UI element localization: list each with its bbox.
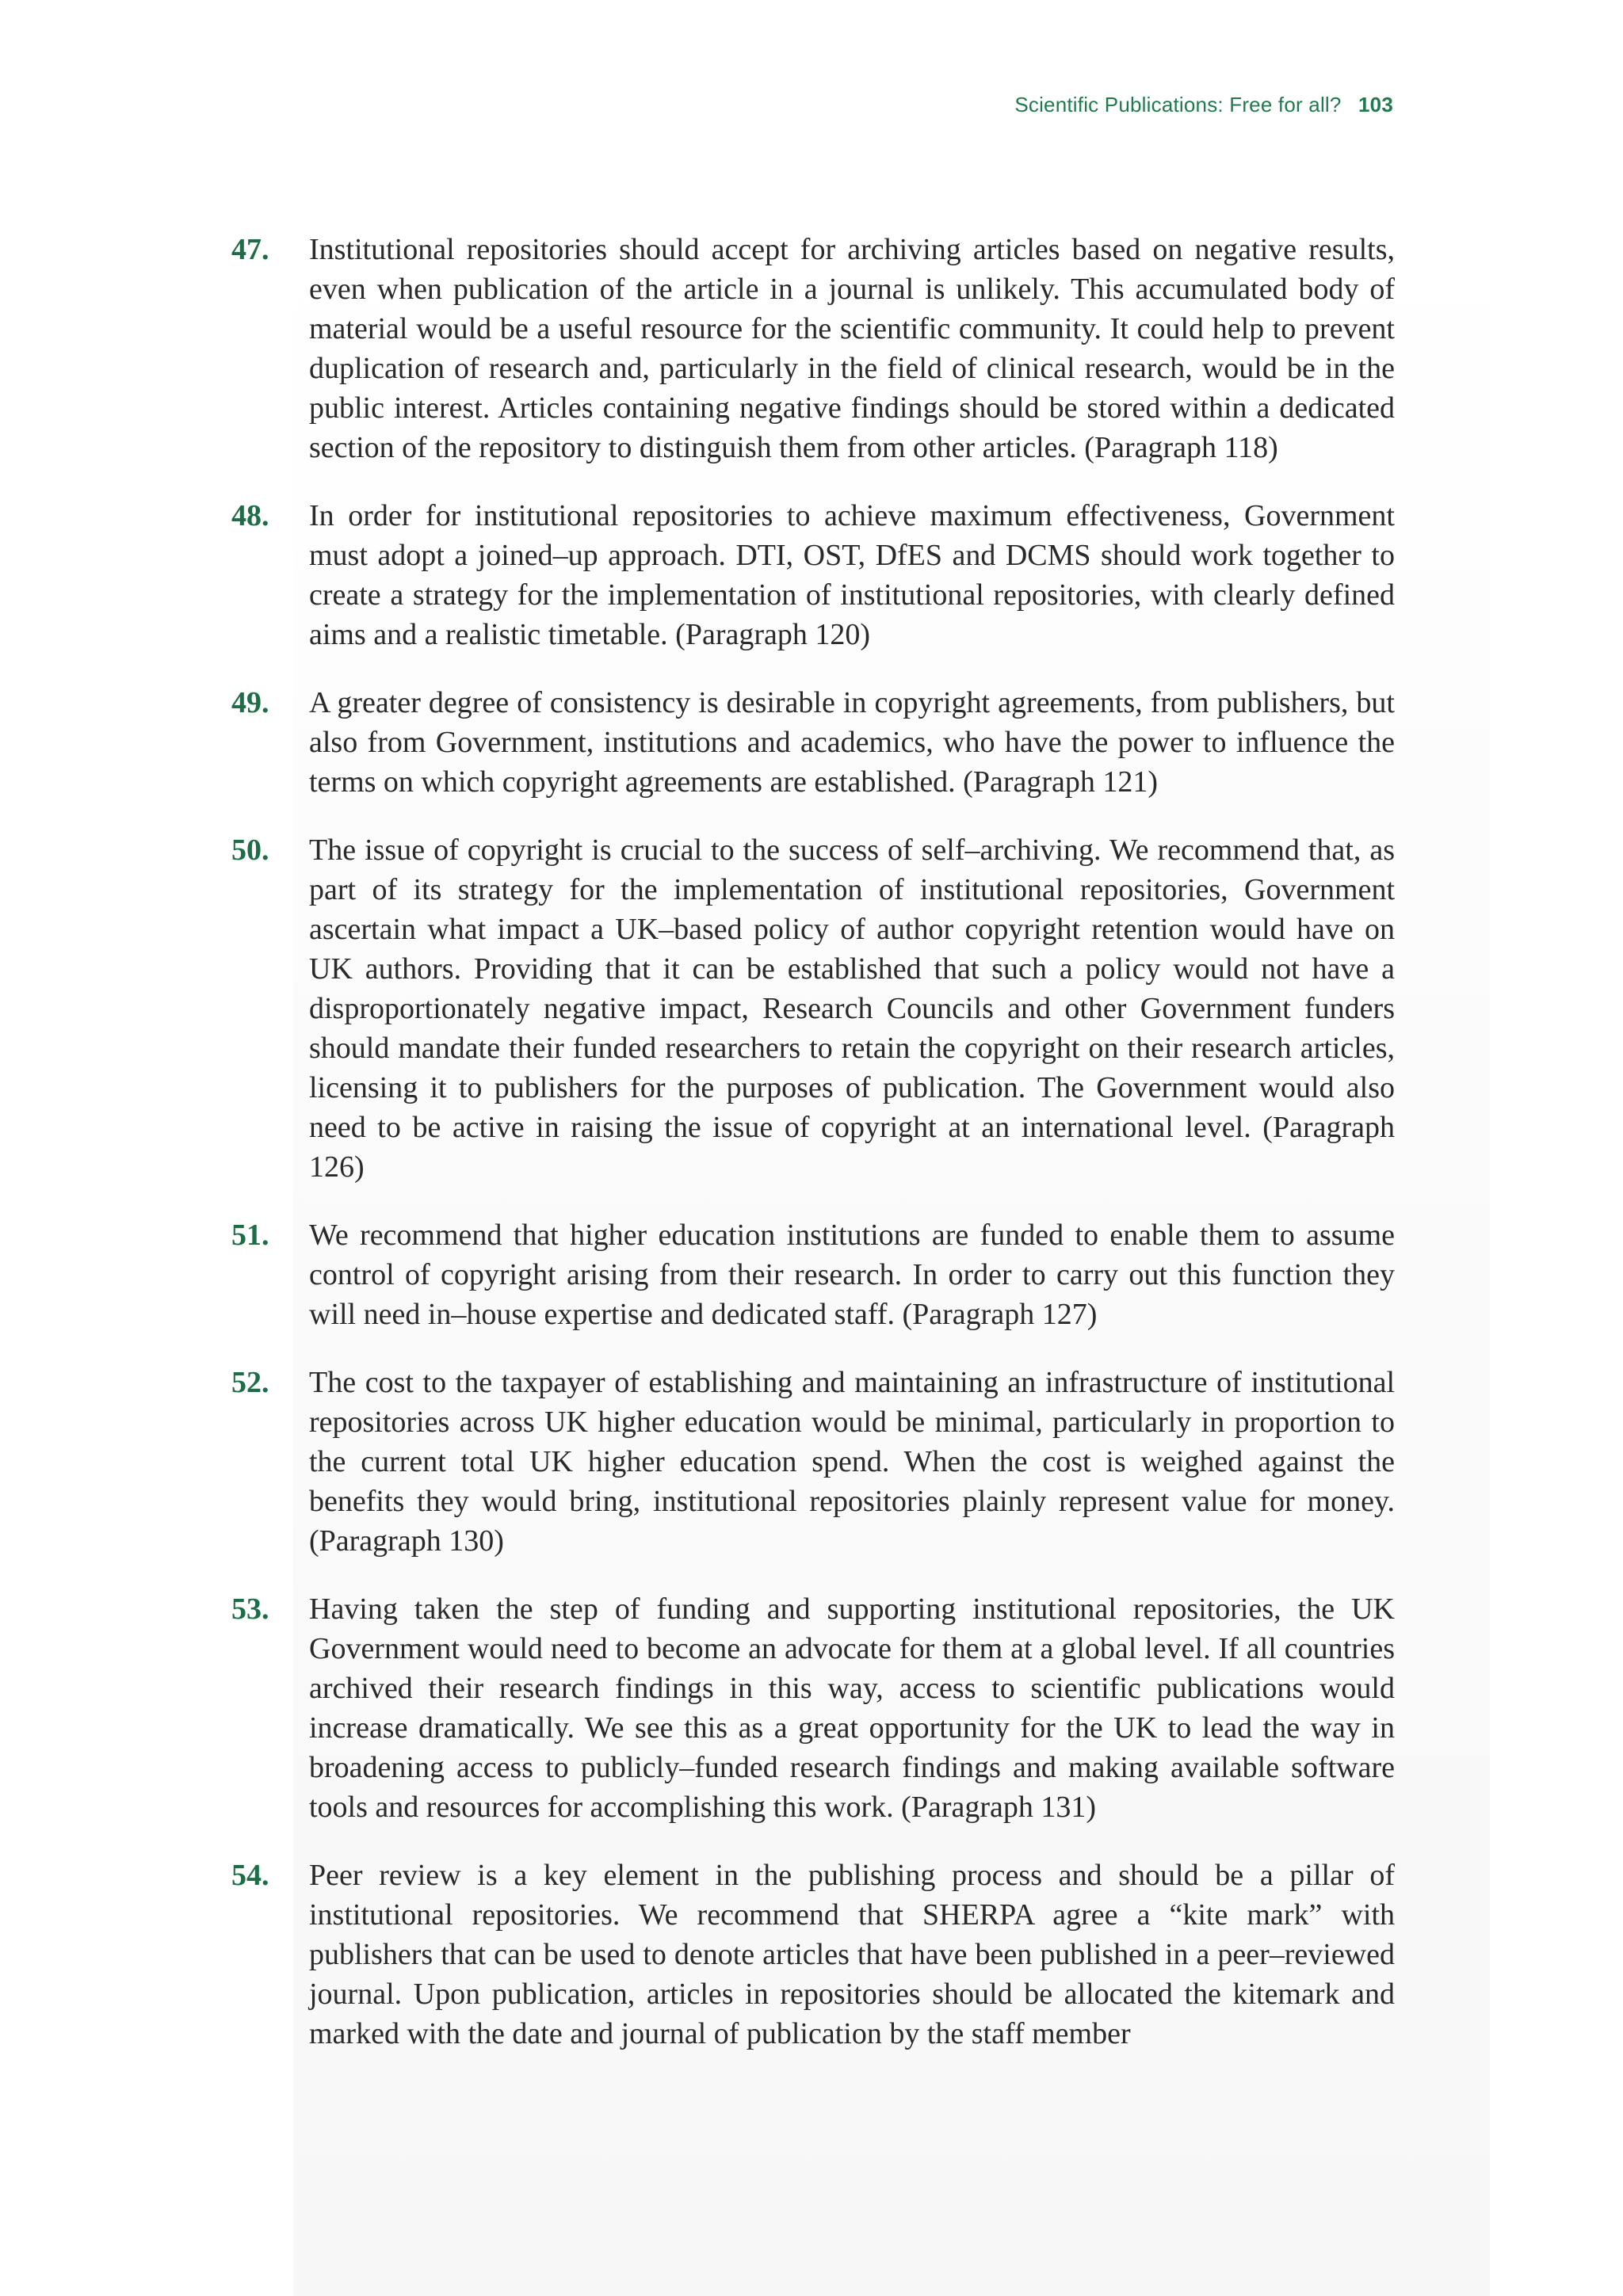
recommendation-number: 47. [231, 233, 269, 266]
running-header-title: Scientific Publications: Free for all? [1014, 93, 1342, 116]
recommendation-54 [231, 1855, 1395, 2054]
recommendations-list [231, 230, 1395, 2082]
recommendation-52 [231, 1363, 1395, 1561]
recommendation-47 [231, 230, 1395, 467]
running-header [1014, 93, 1393, 117]
recommendation-number: 51. [231, 1219, 269, 1252]
recommendation-text: A greater degree of consistency is desirable in copyright agreements, from publishers, but also from Government, institutions and academics, who have the power to influence the terms on which copyright agreements are established. (Paragraph 121) [309, 686, 1395, 799]
recommendation-text: The cost to the taxpayer of establishing and maintaining an infrastructure of institutional repositories across UK higher education would be minimal, particularly in proportion to the current total UK higher education spend. When the cost is weighed against the benefits they would bring, institutional repositories plainly represent value for money. (Paragraph 130) [309, 1366, 1395, 1558]
recommendation-number: 54. [231, 1859, 269, 1892]
recommendation-text: We recommend that higher education institutions are funded to enable them to assume control of copyright arising from their research. In order to carry out this function they will need in–house expertise and dedicated staff. (Paragraph 127) [309, 1219, 1395, 1331]
recommendation-text: Having taken the step of funding and supporting institutional repositories, the UK Government would need to become an advocate for them at a global level. If all countries archived their research findings in this way, access to scientific publications would increase dramatically. We see this as a great opportunity for the UK to lead the way in broadening access to publicly–funded research findings and making available software tools and resources for accomplishing this work. (Paragraph 131) [309, 1592, 1395, 1824]
recommendation-53 [231, 1589, 1395, 1827]
recommendation-48 [231, 496, 1395, 654]
recommendation-text: Peer review is a key element in the publishing process and should be a pillar of institutional repositories. We recommend that SHERPA agree a “kite mark” with publishers that can be used to denote articles that have been published in a peer–reviewed journal. Upon publication, articles in repositories should be allocated the kitemark and marked with the date and journal of publication by the staff member [309, 1859, 1395, 2050]
recommendation-text: Institutional repositories should accept for archiving articles based on negative results, even when publication of the article in a journal is unlikely. This accumulated body of material would be a useful resource for the scientific community. It could help to prevent duplication of research and, particularly in the field of clinical research, would be in the public interest. Articles containing negative findings should be stored within a dedicated section of the repository to distinguish them from other articles. (Paragraph 118) [309, 233, 1395, 464]
recommendation-number: 49. [231, 686, 269, 719]
recommendation-number: 48. [231, 499, 269, 532]
recommendation-text: The issue of copyright is crucial to the success of self–archiving. We recommend that, as part of its strategy for the implementation of institutional repositories, Government ascertain what impact a UK–based policy of author copyright retention would have on UK authors. Providing that it can be established that such a policy would not have a disproportionately negative impact, Research Councils and other Government funders should mandate their funded researchers to retain the copyright on their research articles, licensing it to publishers for the purposes of publication. The Government would also need to be active in raising the issue of copyright at an international level. (Paragraph 126) [309, 833, 1395, 1184]
recommendation-number: 53. [231, 1592, 269, 1626]
recommendation-text: In order for institutional repositories to achieve maximum effectiveness, Government must adopt a joined–up approach. DTI, OST, DfES and DCMS should work together to create a strategy for the implementation of institutional repositories, with clearly defined aims and a realistic timetable. (Paragraph 120) [309, 499, 1395, 651]
recommendation-51 [231, 1215, 1395, 1334]
recommendation-number: 50. [231, 833, 269, 867]
page-number: 103 [1358, 93, 1393, 116]
recommendation-49 [231, 683, 1395, 802]
recommendation-50 [231, 830, 1395, 1187]
recommendation-number: 52. [231, 1366, 269, 1399]
